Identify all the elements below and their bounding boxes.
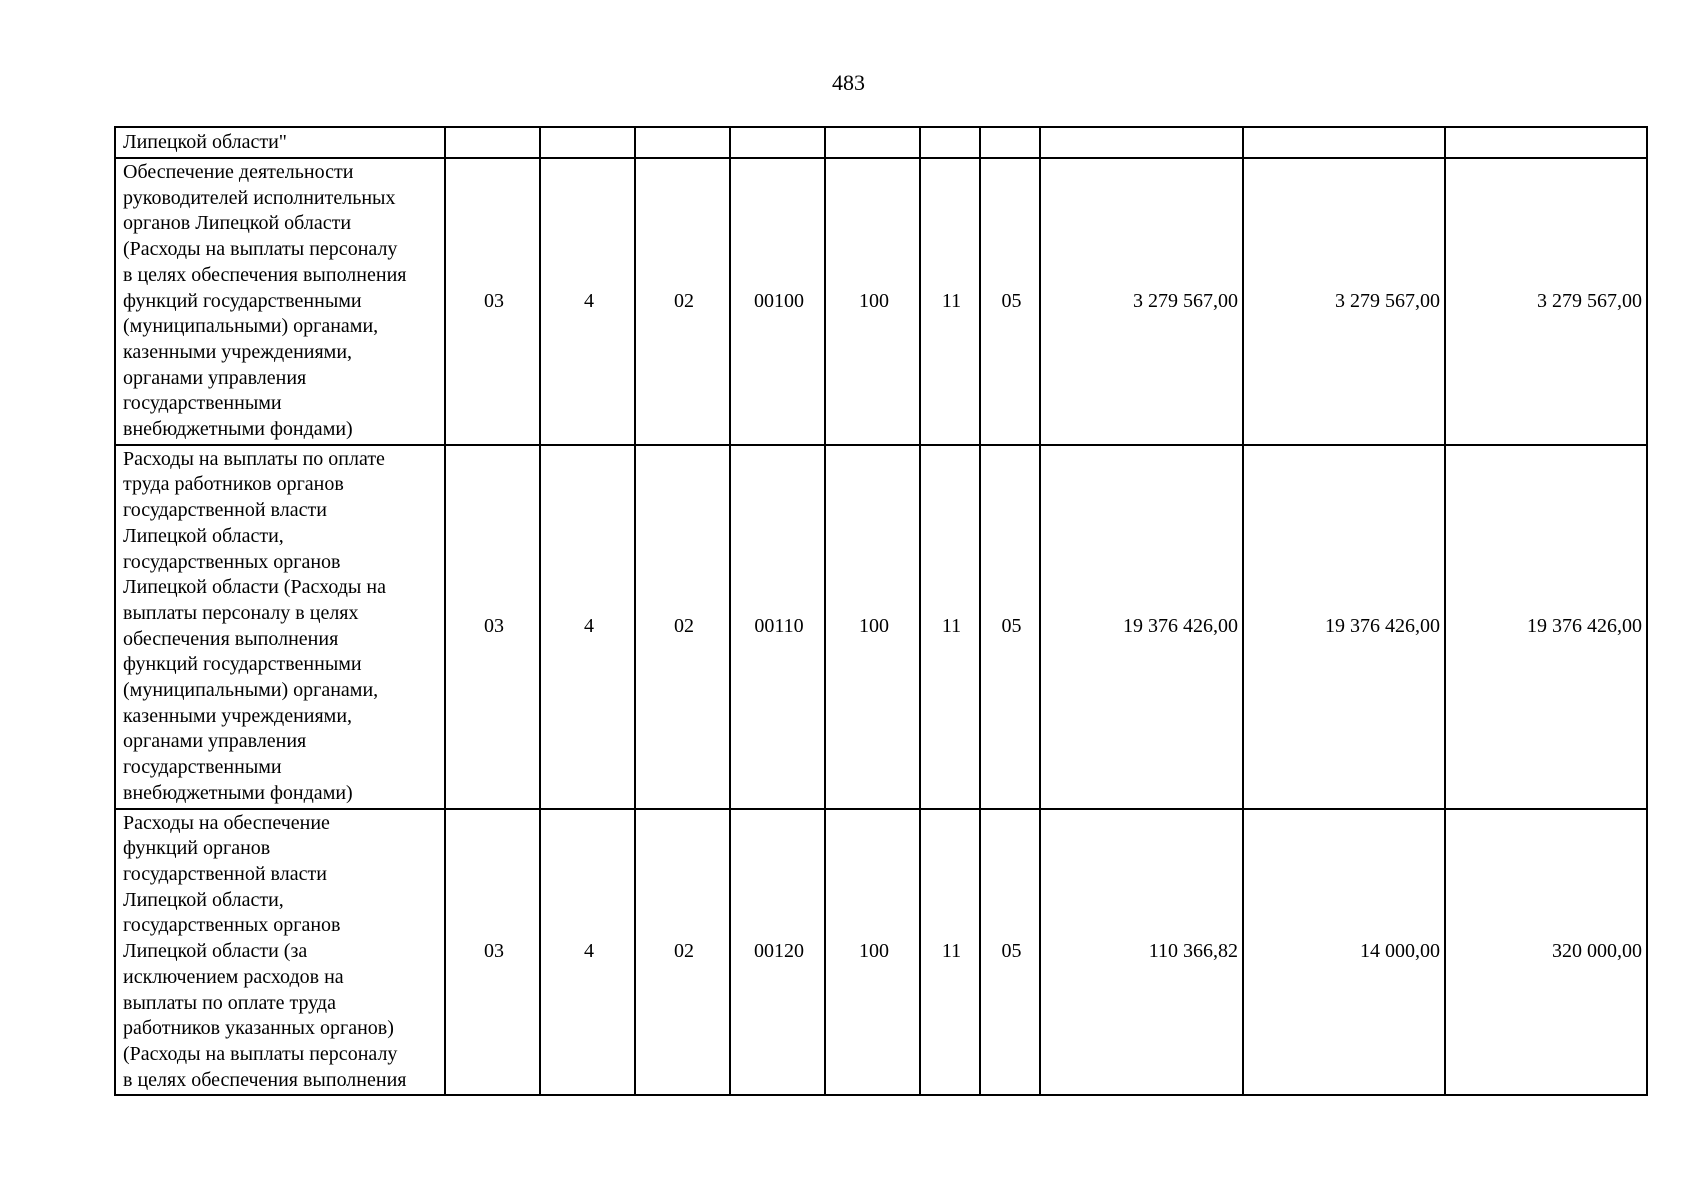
cell-code-2: 4 [540, 445, 635, 809]
cell-code-7: 05 [980, 445, 1040, 809]
cell-code-2: 4 [540, 158, 635, 445]
cell-code-3: 02 [635, 809, 730, 1096]
cell-amount-3 [1445, 127, 1647, 158]
cell-amount-2 [1243, 127, 1445, 158]
row-description: Расходы на обеспечение функций органов государственной власти Липецкой области, государственных органов Липецкой области (за исключением расходов на выплаты по оплате труда работников указанных органов) (Расходы на выплаты персоналу в целях обеспечения выполнения [115, 809, 445, 1096]
row-description: Липецкой области" [115, 127, 445, 158]
cell-code-3: 02 [635, 158, 730, 445]
cell-code-1: 03 [445, 158, 540, 445]
table-row [115, 158, 1647, 445]
cell-code-1: 03 [445, 445, 540, 809]
cell-amount-1: 110 366,82 [1040, 809, 1243, 1096]
cell-code-6: 11 [920, 445, 980, 809]
cell-code-7 [980, 127, 1040, 158]
cell-code-3: 02 [635, 445, 730, 809]
cell-code-3 [635, 127, 730, 158]
cell-code-1: 03 [445, 809, 540, 1096]
cell-amount-3: 19 376 426,00 [1445, 445, 1647, 809]
cell-code-2: 4 [540, 809, 635, 1096]
cell-code-2 [540, 127, 635, 158]
cell-amount-2: 19 376 426,00 [1243, 445, 1445, 809]
cell-code-5: 100 [825, 158, 920, 445]
table-row [115, 809, 1647, 1096]
budget-table [114, 126, 1648, 1096]
page-number: 483 [832, 70, 865, 95]
cell-code-4: 00110 [730, 445, 825, 809]
cell-code-7: 05 [980, 809, 1040, 1096]
cell-code-6: 11 [920, 158, 980, 445]
cell-code-5: 100 [825, 809, 920, 1096]
cell-code-4: 00120 [730, 809, 825, 1096]
cell-amount-1: 3 279 567,00 [1040, 158, 1243, 445]
cell-code-1 [445, 127, 540, 158]
row-description: Расходы на выплаты по оплате труда работников органов государственной власти Липецкой области, государственных органов Липецкой области (Расходы на выплаты персоналу в целях обеспечения выполнения функций государственными (муниципальными) органами, казенными учреждениями, органами управления государственными внебюджетными фондами) [115, 445, 445, 809]
cell-amount-1 [1040, 127, 1243, 158]
cell-code-4 [730, 127, 825, 158]
cell-amount-3: 320 000,00 [1445, 809, 1647, 1096]
cell-amount-2: 14 000,00 [1243, 809, 1445, 1096]
cell-amount-2: 3 279 567,00 [1243, 158, 1445, 445]
row-description: Обеспечение деятельности руководителей исполнительных органов Липецкой области (Расходы на выплаты персоналу в целях обеспечения выполнения функций государственными (муниципальными) органами, казенными учреждениями, органами управления государственными внебюджетными фондами) [115, 158, 445, 445]
cell-code-5 [825, 127, 920, 158]
cell-code-6: 11 [920, 809, 980, 1096]
cell-amount-3: 3 279 567,00 [1445, 158, 1647, 445]
cell-code-4: 00100 [730, 158, 825, 445]
cell-code-7: 05 [980, 158, 1040, 445]
cell-amount-1: 19 376 426,00 [1040, 445, 1243, 809]
table-row [115, 445, 1647, 809]
cell-code-5: 100 [825, 445, 920, 809]
cell-code-6 [920, 127, 980, 158]
table-row [115, 127, 1647, 158]
